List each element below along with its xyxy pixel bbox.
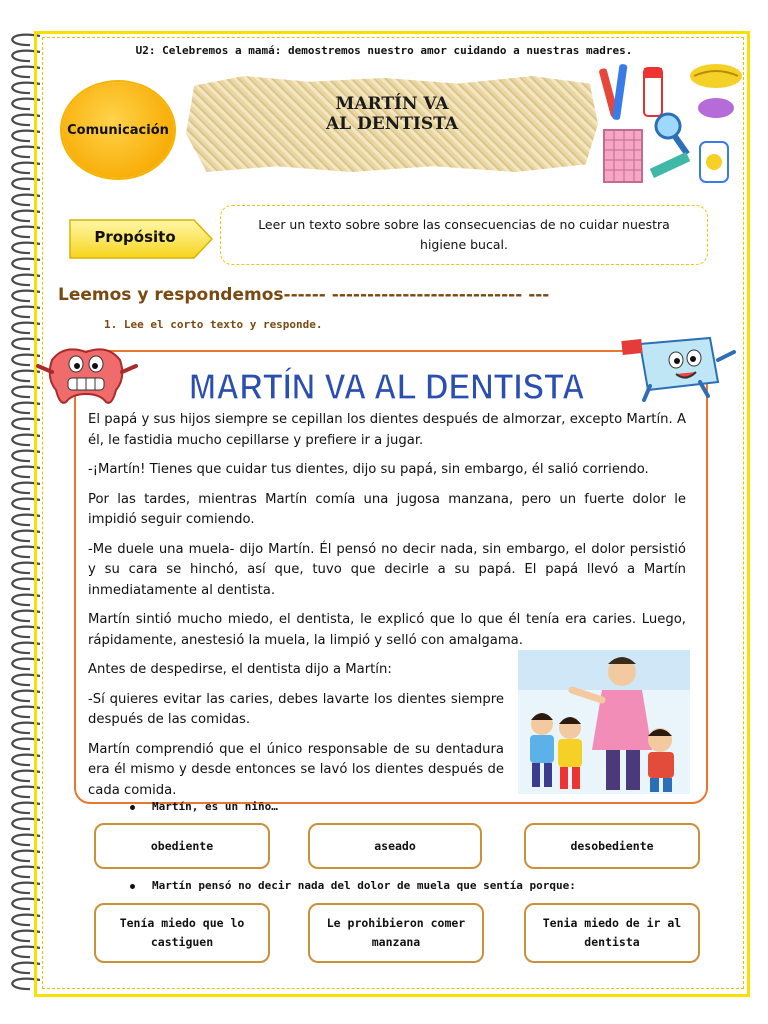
title-line-1: MARTÍN VA xyxy=(335,94,449,114)
option-line: Le prohibieron comer xyxy=(326,916,466,930)
subject-badge: Comunicación xyxy=(62,82,174,178)
father-children-brushing-illustration xyxy=(518,650,690,794)
option-label: aseado xyxy=(374,838,416,853)
q1-option-aseado[interactable] xyxy=(308,823,482,869)
page-title xyxy=(186,94,598,134)
option-line: dentista xyxy=(584,935,640,949)
toothpaste-character-icon xyxy=(620,330,740,404)
q2-option-3[interactable] xyxy=(524,903,700,963)
purpose-label: Propósito xyxy=(94,228,176,246)
unit-header: U2: Celebremos a mamá: demostremos nuestro amor cuidando a nuestras madres. xyxy=(135,44,633,57)
q1-option-obediente[interactable] xyxy=(94,823,270,869)
story-paragraph: Martín sintió mucho miedo, el dentista, le explicó que lo que él tenía era caries. Luego, rápidamente, anestesió la muela, la limpió y selló con amalgama. xyxy=(88,612,686,648)
story-paragraph: El papá y sus hijos siempre se cepillan los dientes después de almorzar, excepto Martín. A él, le fastidia mucho cepillarse y prefiere ir a jugar. xyxy=(88,412,686,448)
story-title xyxy=(184,363,590,407)
option-line: Tenia miedo de ir al xyxy=(542,916,682,930)
title-line-2: AL DENTISTA xyxy=(325,114,459,134)
question-1: Martín, es un niño… xyxy=(152,800,278,813)
story-paragraph: -Me duele una muela- dijo Martín. Él pensó no decir nada, sin embargo, el dolor persistió y su cara se hinchó, así que, tuvo que decirle a su papá. El papá llevó a Martín inmediatamente al dentista. xyxy=(88,541,686,598)
instruction-text: 1. Lee el corto texto y responde. xyxy=(104,318,323,331)
story-paragraph: Martín comprendió que el único responsable de su dentadura era él mismo y desde entonces se lavó los dientes después de cada comida. xyxy=(88,741,504,798)
option-label: desobediente xyxy=(570,838,654,853)
option-line: manzana xyxy=(371,935,421,949)
story-paragraph: -¡Martín! Tienes que cuidar tus dientes, dijo su papá, sin embargo, él salió corriendo. xyxy=(88,462,649,477)
purpose-line-2: higiene bucal. xyxy=(420,237,508,252)
purpose-line-1: Leer un texto sobre sobre las consecuencias de no cuidar nuestra xyxy=(258,217,670,232)
purpose-text-box xyxy=(220,205,708,265)
q2-option-1[interactable] xyxy=(94,903,270,963)
option-line: Tenía miedo que lo xyxy=(119,916,245,930)
story-paragraph: Por las tardes, mientras Martín comía una jugosa manzana, pero un fuerte dolor le impidió seguir comiendo. xyxy=(88,491,686,527)
question-2: Martín pensó no decir nada del dolor de muela que sentía porque: xyxy=(152,879,576,892)
q2-option-2[interactable] xyxy=(308,903,484,963)
option-line: castiguen xyxy=(150,935,214,949)
option-label: obediente xyxy=(150,838,214,853)
story-title-text: MARTÍN VA AL DENTISTA xyxy=(189,366,586,407)
bullet-icon xyxy=(130,805,135,810)
story-paragraph: -Sí quieres evitar las caries, debes lavarte los dientes siempre después de las comidas. xyxy=(88,691,504,727)
bullet-icon xyxy=(130,884,135,889)
tooth-character-icon xyxy=(34,342,140,410)
toothbrush-toothpaste-icon xyxy=(598,60,748,190)
story-paragraph: Antes de despedirse, el dentista dijo a Martín: xyxy=(88,662,392,677)
section-title: Leemos y respondemos------ --------------------------- --- xyxy=(58,285,550,305)
q1-option-desobediente[interactable] xyxy=(524,823,700,869)
